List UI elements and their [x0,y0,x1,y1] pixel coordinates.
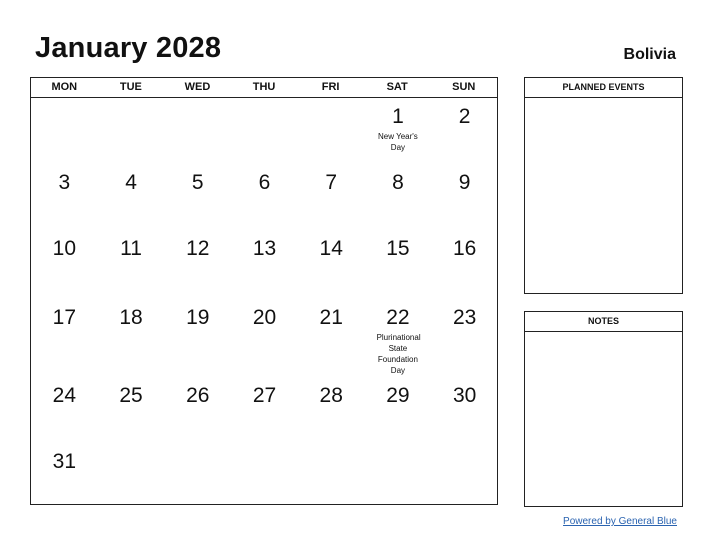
planned-events-panel [524,77,683,294]
day-cell [231,171,298,195]
day-cell [98,306,165,330]
day-cell [98,384,165,408]
day-number: 11 [120,237,142,260]
weekday-fri: FRI [321,81,340,93]
weekday-sat: SAT [386,81,408,93]
day-cell [31,237,98,261]
day-cell [231,384,298,408]
notes-title: NOTES [525,312,682,332]
day-number: 7 [325,171,338,194]
day-cell [431,384,498,408]
day-number: 6 [258,171,271,194]
day-number: 10 [52,237,77,260]
weekday-mon: MON [51,81,78,93]
day-cell [365,171,432,195]
day-cell [164,171,231,195]
day-cell [164,237,231,261]
day-cell [365,306,432,376]
day-number: 12 [186,237,210,260]
day-number: 29 [386,384,410,407]
day-number: 8 [392,171,404,194]
day-number: 30 [452,384,477,407]
day-number: 20 [252,306,277,329]
day-number: 17 [52,306,77,329]
day-number: 16 [452,237,477,260]
page-title: January 2028 [35,32,222,64]
day-number: 14 [319,237,343,260]
holiday-label: Plurinational State Foundation Day [376,333,421,375]
day-number: 3 [58,171,71,194]
day-cell [98,237,165,261]
day-number: 18 [119,306,143,329]
day-cell [31,384,98,408]
day-cell [31,450,98,474]
day-number: 31 [52,450,77,473]
day-number: 28 [319,384,343,407]
day-number: 21 [319,306,343,329]
day-number: 24 [52,384,77,407]
day-number: 9 [458,171,471,194]
day-cell [98,171,165,195]
day-cell [431,237,498,261]
day-cell [31,306,98,330]
day-number: 25 [119,384,143,407]
day-number: 27 [252,384,277,407]
day-number: 1 [392,105,404,128]
day-cell [431,105,498,129]
day-cell [298,384,365,408]
day-number: 15 [386,237,410,260]
day-number: 4 [125,171,137,194]
holiday-label: New Year's Day [378,132,418,152]
notes-panel [524,311,683,507]
day-number: 19 [186,306,210,329]
day-cell [31,171,98,195]
day-cell [298,237,365,261]
planned-events-title: PLANNED EVENTS [525,78,682,98]
day-cell [164,384,231,408]
day-cell [365,384,432,408]
day-number: 23 [452,306,477,329]
country-label: Bolivia [623,46,676,63]
day-number: 26 [186,384,210,407]
day-cell [231,237,298,261]
day-cell [365,237,432,261]
day-number: 22 [386,306,410,329]
calendar-grid [30,77,498,505]
weekday-header [31,78,497,98]
day-number: 5 [191,171,204,194]
day-cell [298,171,365,195]
day-number: 2 [458,105,471,128]
weekday-sun: SUN [452,81,476,93]
day-cell [431,306,498,330]
powered-by-link[interactable]: Powered by General Blue [563,516,677,527]
day-cell [431,171,498,195]
weekday-wed: WED [184,81,211,93]
day-cell [365,105,432,153]
day-cell [231,306,298,330]
day-number: 13 [252,237,277,260]
day-cell [164,306,231,330]
weekday-tue: TUE [119,81,142,93]
day-cell [298,306,365,330]
weekday-thu: THU [252,81,276,93]
